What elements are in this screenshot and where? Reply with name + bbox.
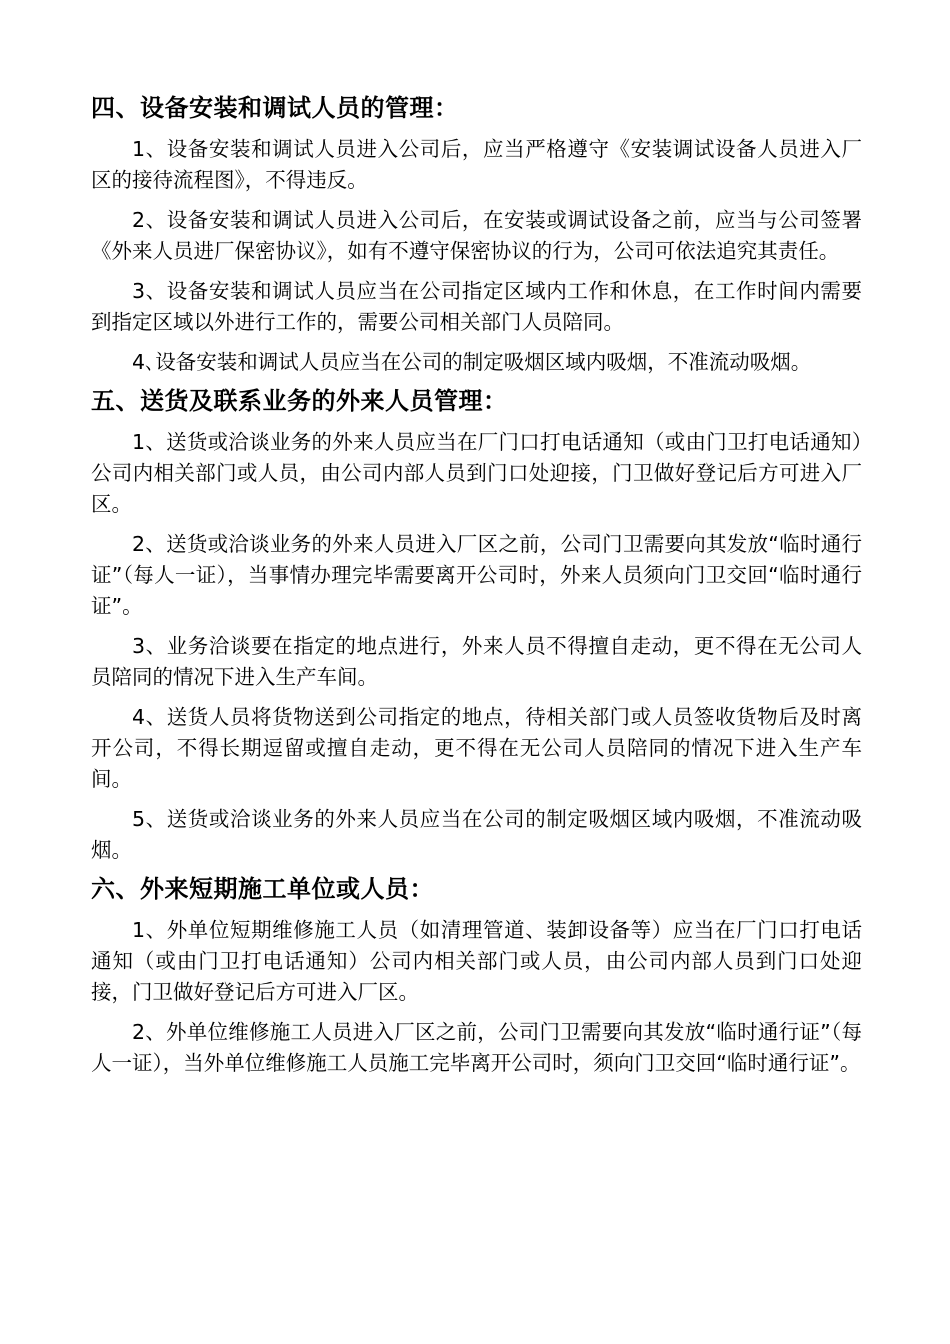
section-short-term-contractors <box>91 871 862 1079</box>
paragraph: 2、外单位维修施工人员进入厂区之前，公司门卫需要向其发放“临时通行证”（每人一证），当外单位维修施工人员施工完毕离开公司时，须向门卫交回“临时通行证”。 <box>91 1020 862 1075</box>
paragraph: 4、送货人员将货物送到公司指定的地点，待相关部门或人员签收货物后及时离开公司，不得长期逗留或擅自走动，更不得在无公司人员陪同的情况下进入生产车间。 <box>91 705 862 791</box>
paragraph: 1、外单位短期维修施工人员（如清理管道、装卸设备等）应当在厂门口打电话通知（或由门卫打电话通知）公司内相关部门或人员，由公司内部人员到门口处迎接，门卫做好登记后方可进入厂区。 <box>91 918 862 1004</box>
section-equipment-installers <box>91 90 862 378</box>
paragraph: 5、送货或洽谈业务的外来人员应当在公司的制定吸烟区域内吸烟，不准流动吸烟。 <box>91 807 862 862</box>
section-heading: 四、设备安装和调试人员的管理： <box>91 94 459 122</box>
paragraph: 2、送货或洽谈业务的外来人员进入厂区之前，公司门卫需要向其发放“临时通行证”（每人一证），当事情办理完毕需要离开公司时，外来人员须向门卫交回“临时通行证”。 <box>91 532 862 618</box>
paragraph: 3、业务洽谈要在指定的地点进行，外来人员不得擅自走动，更不得在无公司人员陪同的情况下进入生产车间。 <box>91 634 862 689</box>
section-heading: 六、外来短期施工单位或人员： <box>91 875 434 903</box>
section-delivery-visitors <box>91 383 862 866</box>
paragraph: 1、设备安装和调试人员进入公司后，应当严格遵守《安装调试设备人员进入厂区的接待流程图》，不得违反。 <box>91 137 862 192</box>
section-heading: 五、送货及联系业务的外来人员管理： <box>91 387 508 415</box>
paragraph: 2、设备安装和调试人员进入公司后，在安装或调试设备之前，应当与公司签署《外来人员进厂保密协议》，如有不遵守保密协议的行为，公司可依法追究其责任。 <box>91 208 862 263</box>
paragraph: 1、送货或洽谈业务的外来人员应当在厂门口打电话通知（或由门卫打电话通知）公司内相关部门或人员，由公司内部人员到门口处迎接，门卫做好登记后方可进入厂区。 <box>91 430 862 516</box>
paragraph: 3、设备安装和调试人员应当在公司指定区域内工作和休息，在工作时间内需要到指定区域以外进行工作的，需要公司相关部门人员陪同。 <box>91 279 862 334</box>
paragraph: 4､设备安装和调试人员应当在公司的制定吸烟区域内吸烟，不准流动吸烟。 <box>132 350 812 374</box>
